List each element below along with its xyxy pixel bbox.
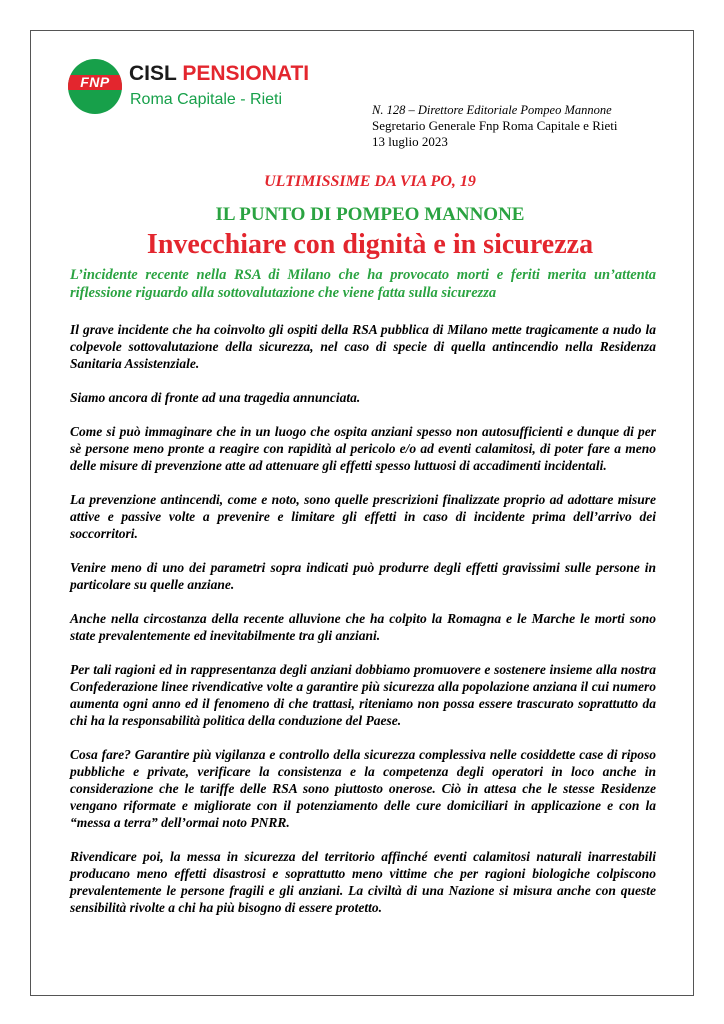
fnp-logo-icon — [68, 59, 122, 114]
kicker: ULTIMISSIME DA VIA PO, 19 — [264, 173, 476, 190]
fnp-logo-text: FNP — [80, 74, 110, 90]
logo-subtitle: Roma Capitale - Rieti — [130, 91, 283, 108]
secretary-line: Segretario Generale Fnp Roma Capitale e Rieti — [372, 118, 618, 133]
issue-header — [372, 102, 672, 150]
column-title: IL PUNTO DI POMPEO MANNONE — [215, 204, 525, 225]
logo-title — [129, 62, 309, 86]
subheadline: L’incidente recente nella RSA di Milano che ha provocato morti e feriti merita un’attenta riflessione riguardo alla sottovalutazione che viene fatta sulla sicurezza — [70, 267, 656, 301]
logo-pensionati: PENSIONATI — [182, 62, 310, 85]
paragraph: Venire meno di uno dei parametri sopra indicati può produrre degli effetti gravissimi sulle persone in particolare su quelle anziane. — [70, 560, 656, 592]
paragraph: Siamo ancora di fronte ad una tragedia annunciata. — [70, 390, 361, 405]
paragraph: Per tali ragioni ed in rappresentanza degli anziani dobbiamo promuovere e sostenere insieme alla nostra Confederazione linee rivendicative volte a garantire più sicurezza alla popolazione anziana il cui numero aumenta ogni anno ed il fenomeno di che trattasi, riteniamo non possa essere trascurato soprattutto da chi ha la responsabilità politica della conduzione del Paese. — [70, 662, 656, 728]
cisl-fnp-logo — [68, 59, 324, 114]
paragraph: La prevenzione antincendi, come e noto, sono quelle prescrizioni finalizzate proprio ad adottare misure attive e passive volte a prevenire e limitare gli effetti in caso di incidente prima dell’arrivo dei soccorritori. — [70, 492, 656, 541]
paragraph: Cosa fare? Garantire più vigilanza e controllo della sicurezza complessiva nelle cosiddette case di riposo pubbliche e private, verificare la consistenza e la competenza degli operatori in loco anche in considerazione che le tariffe delle RSA sono piuttosto onerose. Ciò in attesa che le stesse Residenze vengano riformate e migliorate con il potenziamento delle cure domiciliari in applicazione e con la “messa a terra” dell’ormai noto PNRR. — [70, 747, 656, 830]
paragraph: Il grave incidente che ha coinvolto gli ospiti della RSA pubblica di Milano mette tragicamente a nudo la colpevole sottovalutazione della sicurezza, nel caso di specie di quella antincendio nella Residenza Sanitaria Assistenziale. — [70, 322, 656, 371]
issue-date: 13 luglio 2023 — [372, 134, 448, 149]
paragraph: Come si può immaginare che in un luogo che ospita anziani spesso non autosufficienti e dunque di per sè persone meno pronte a reagire con rapidità al pericolo e/o ad eventi calamitosi, di poter fare a meno delle misure di prevenzione atte ad attenuare gli effetti spesso luttuosi di accadimenti incidentali. — [70, 424, 656, 473]
article-body — [70, 321, 656, 933]
paragraph: Rivendicare poi, la messa in sicurezza del territorio affinché eventi calamitosi naturali inarrestabili producano meno effetti disastrosi e soprattutto meno vittime che per ragioni biologiche colpiscono prevalentemente le persone fragili e gli anziani. La civiltà di una Nazione si misura anche con queste sensibilità rivolte a chi ha più bisogno di essere protetto. — [70, 849, 656, 915]
paragraph: Anche nella circostanza della recente alluvione che ha colpito la Romagna e le Marche le morti sono state prevalentemente ed inevitabilmente tra gli anziani. — [70, 611, 656, 643]
logo-cisl: CISL — [129, 62, 177, 85]
issue-number-line: N. 128 – Direttore Editoriale Pompeo Mannone — [372, 103, 612, 117]
headline: Invecchiare con dignità e in sicurezza — [146, 229, 594, 260]
